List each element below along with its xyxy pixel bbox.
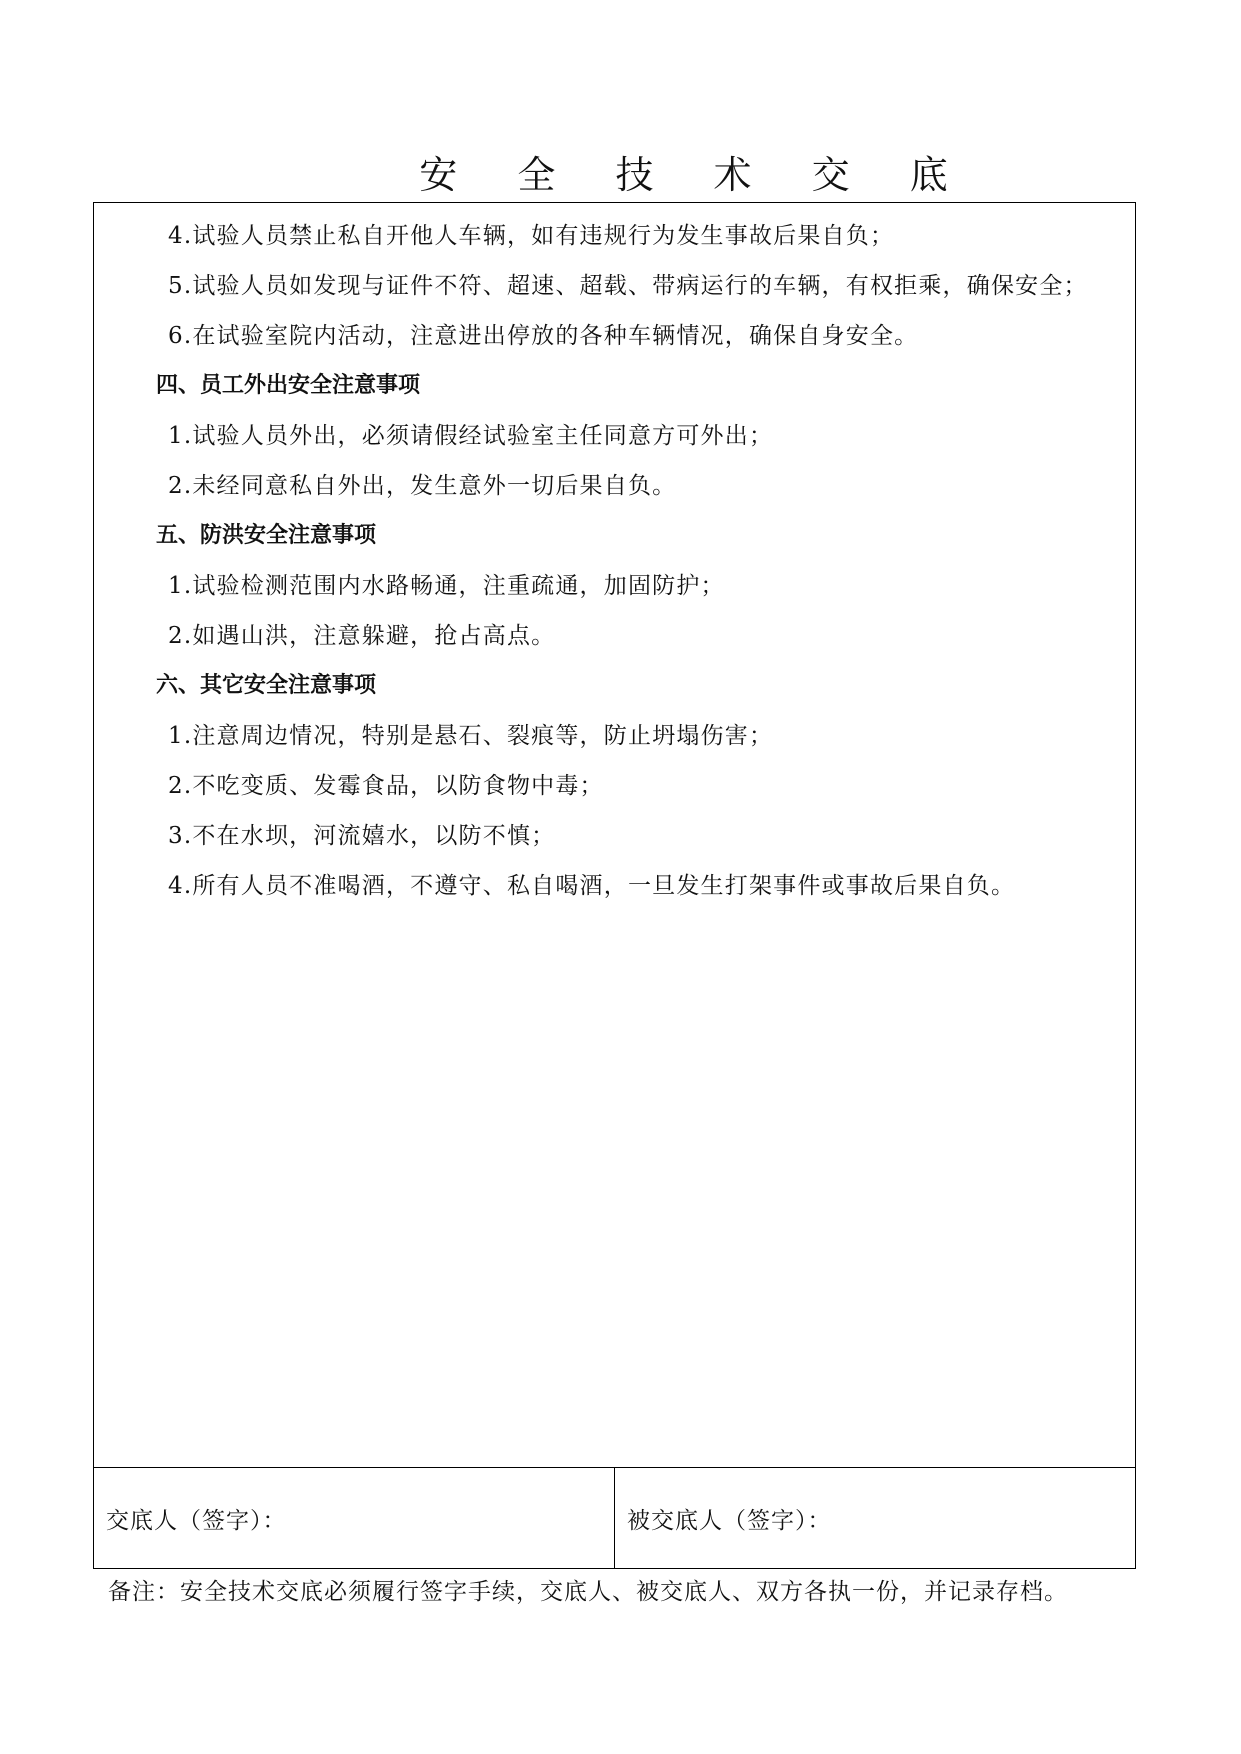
disclosure-form-table — [93, 202, 1136, 1569]
recipient-signature-field[interactable] — [615, 1468, 1135, 1568]
list-item: 2.不吃变质、发霉食品，以防食物中毒； — [168, 773, 604, 799]
list-item: 1.注意周边情况，特别是悬石、裂痕等，防止坍塌伤害； — [168, 723, 774, 749]
list-item: 2.未经同意私自外出，发生意外一切后果自负。 — [168, 473, 677, 499]
list-item: 6.在试验室院内活动，注意进出停放的各种车辆情况，确保自身安全。 — [168, 323, 919, 349]
list-item: 3.不在水坝，河流嬉水，以防不慎； — [168, 823, 556, 849]
discloser-signature-label: 交底人（签字）： — [106, 1507, 287, 1534]
list-item: 1.试验检测范围内水路畅通，注重疏通，加固防护； — [168, 573, 725, 599]
disclosure-content — [94, 211, 1135, 911]
list-item: 4.所有人员不准喝酒，不遵守、私自喝酒，一旦发生打架事件或事故后果自负。 — [168, 873, 1016, 899]
section-heading: 六、其它安全注意事项 — [156, 673, 377, 698]
list-item: 4.试验人员禁止私自开他人车辆，如有违规行为发生事故后果自负； — [168, 223, 895, 249]
discloser-signature-field[interactable] — [94, 1468, 615, 1568]
section-heading: 四、员工外出安全注意事项 — [156, 373, 421, 398]
footer-note: 备注：安全技术交底必须履行签字手续，交底人、被交底人、双方各执一份，并记录存档。 — [108, 1579, 1068, 1605]
section-heading: 五、防洪安全注意事项 — [156, 523, 377, 548]
list-item: 5.试验人员如发现与证件不符、超速、超载、带病运行的车辆，有权拒乘，确保安全； — [168, 273, 1088, 299]
list-item: 1.试验人员外出，必须请假经试验室主任同意方可外出； — [168, 423, 774, 449]
recipient-signature-label: 被交底人（签字）： — [627, 1507, 832, 1534]
list-item: 2.如遇山洪，注意躲避，抢占高点。 — [168, 623, 556, 649]
signature-row — [94, 1467, 1135, 1568]
document-title: 安 全 技 术 交 底 — [419, 153, 972, 197]
